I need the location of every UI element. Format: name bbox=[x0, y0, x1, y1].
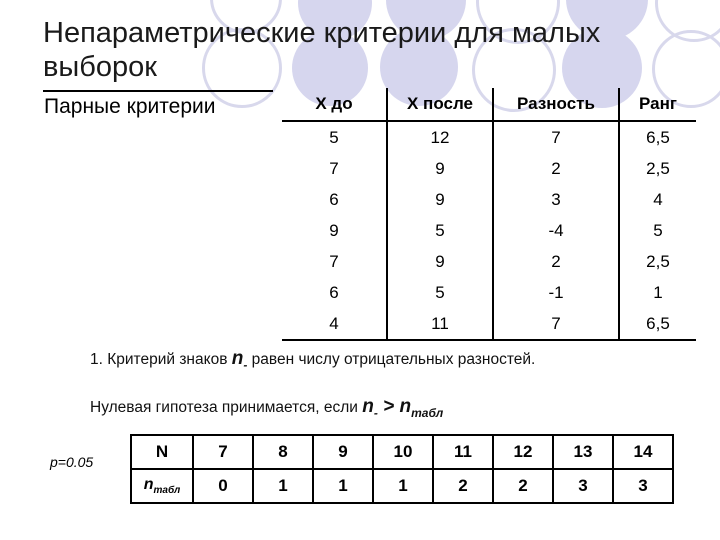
critical-values-table bbox=[130, 434, 674, 504]
table-row bbox=[131, 435, 673, 469]
greater-than-operator: > bbox=[377, 396, 400, 417]
cell: 14 bbox=[613, 435, 673, 469]
symbol-subscript: табл bbox=[411, 405, 444, 420]
table-row bbox=[282, 121, 696, 153]
table-row bbox=[282, 184, 696, 215]
table-row bbox=[131, 469, 673, 503]
symbol-subscript: - bbox=[373, 405, 378, 420]
cell: 6 bbox=[329, 189, 339, 209]
cell: 9 bbox=[387, 184, 493, 215]
cell: 12 bbox=[387, 121, 493, 153]
hypothesis-note bbox=[90, 396, 443, 420]
cell: 4 bbox=[619, 184, 696, 215]
cell: 4 bbox=[282, 308, 387, 340]
cell: 2 bbox=[493, 469, 553, 503]
cell: 7 bbox=[329, 158, 339, 178]
cell: 1 bbox=[619, 277, 696, 308]
note-prefix: Нулевая гипотеза принимается, если bbox=[90, 399, 363, 416]
note-suffix: равен числу отрицательных разностей. bbox=[247, 351, 536, 368]
slide-subtitle: Парные критерии bbox=[44, 95, 216, 118]
cell: 6,5 bbox=[619, 121, 696, 153]
paired-data-table bbox=[282, 88, 696, 341]
cell: -4 bbox=[493, 215, 619, 246]
cell: 10 bbox=[373, 435, 433, 469]
symbol-subscript: табл bbox=[153, 485, 181, 497]
symbol-letter: n bbox=[399, 396, 412, 417]
cell: 2,5 bbox=[619, 246, 696, 277]
title-underline bbox=[43, 90, 273, 92]
cell: 6,5 bbox=[619, 308, 696, 340]
cell: 11 bbox=[433, 435, 493, 469]
cell: 6 bbox=[329, 282, 339, 302]
n-minus-symbol bbox=[231, 348, 248, 372]
symbol-letter: n bbox=[143, 475, 154, 493]
cell: 13 bbox=[553, 435, 613, 469]
cell: 1 bbox=[313, 469, 373, 503]
cell: 2 bbox=[493, 153, 619, 184]
n-table-symbol bbox=[399, 396, 444, 420]
cell: 12 bbox=[493, 435, 553, 469]
cell: 2 bbox=[493, 246, 619, 277]
table-header-row bbox=[282, 88, 696, 121]
cell: 1 bbox=[253, 469, 313, 503]
table-row bbox=[282, 277, 696, 308]
row-label-n-tabl bbox=[131, 469, 193, 503]
cell: 5 bbox=[387, 277, 493, 308]
sign-test-note bbox=[90, 348, 535, 372]
cell: 7 bbox=[493, 121, 619, 153]
cell: 5 bbox=[329, 127, 339, 147]
cell: 0 bbox=[193, 469, 253, 503]
cell: 9 bbox=[387, 246, 493, 277]
cell: 7 bbox=[329, 251, 339, 271]
header-difference: Разность bbox=[493, 88, 619, 121]
symbol-letter: n bbox=[231, 348, 244, 369]
symbol-letter: n bbox=[362, 396, 374, 417]
cell: 9 bbox=[387, 153, 493, 184]
cell: 7 bbox=[193, 435, 253, 469]
note-prefix: 1. Критерий знаков bbox=[90, 351, 232, 368]
header-rank: Ранг bbox=[619, 88, 696, 121]
cell: 11 bbox=[387, 308, 493, 340]
cell: -1 bbox=[493, 277, 619, 308]
n-minus-symbol bbox=[362, 396, 378, 420]
p-value-label: p=0.05 bbox=[50, 454, 94, 470]
cell: 3 bbox=[493, 184, 619, 215]
table-row bbox=[282, 215, 696, 246]
cell: 5 bbox=[387, 215, 493, 246]
table-row bbox=[282, 246, 696, 277]
header-x-after: X после bbox=[387, 88, 493, 121]
cell: 8 bbox=[253, 435, 313, 469]
header-x-before: X до bbox=[282, 88, 387, 121]
table-row bbox=[282, 153, 696, 184]
cell: 2,5 bbox=[619, 153, 696, 184]
table-row bbox=[282, 308, 696, 340]
cell: 9 bbox=[313, 435, 373, 469]
cell: 9 bbox=[329, 220, 339, 240]
cell: 2 bbox=[433, 469, 493, 503]
cell: 3 bbox=[613, 469, 673, 503]
row-label-n: N bbox=[131, 435, 193, 469]
cell: 5 bbox=[619, 215, 696, 246]
cell: 7 bbox=[493, 308, 619, 340]
cell: 1 bbox=[373, 469, 433, 503]
cell: 3 bbox=[553, 469, 613, 503]
symbol-subscript: - bbox=[243, 357, 248, 372]
slide-title: Непараметрические критерии для малых выборок bbox=[43, 17, 601, 83]
